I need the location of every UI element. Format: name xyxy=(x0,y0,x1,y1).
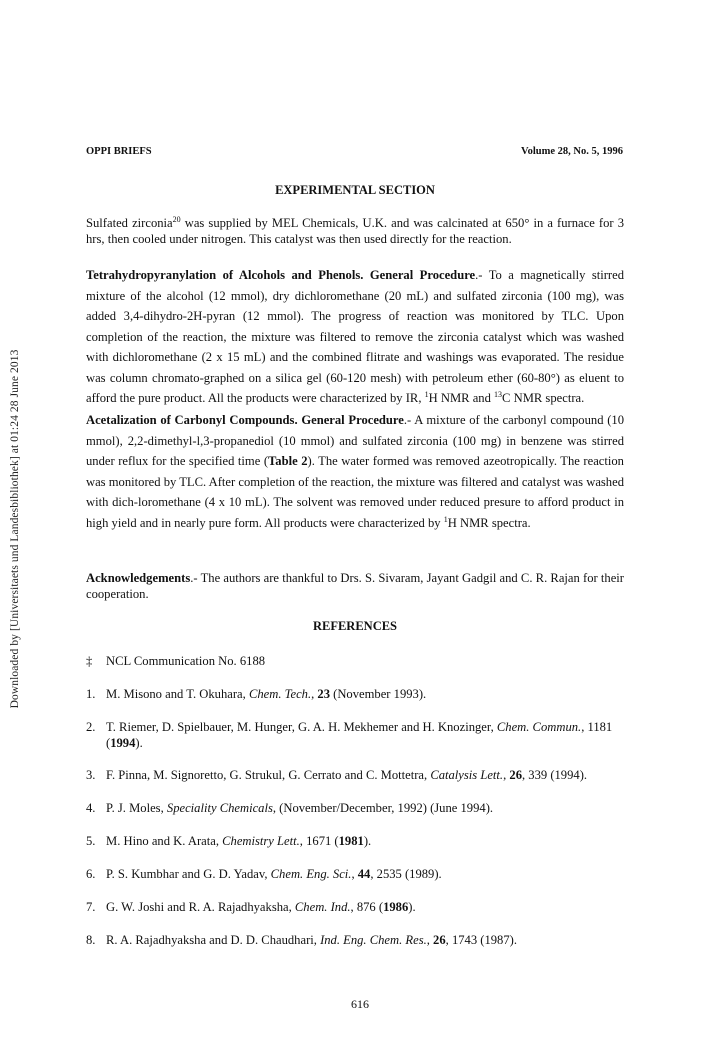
reference-item: 1. M. Misono and T. Okuhara, Chem. Tech., 23 (November 1993). xyxy=(86,687,427,701)
reference-item: 3. F. Pinna, M. Signoretto, G. Strukul, G. Cerrato and C. Mottetra, Catalysis Lett., 26, 339 (1994). xyxy=(86,768,588,782)
reference-number: 7. xyxy=(86,900,96,914)
reference-number: ‡ xyxy=(86,654,93,668)
reference-item: 7. G. W. Joshi and R. A. Rajadhyaksha, Chem. Ind., 876 (1986). xyxy=(86,900,416,914)
reference-item: 6. P. S. Kumbhar and G. D. Yadav, Chem. Eng. Sci., 44, 2535 (1989). xyxy=(86,867,442,881)
thp-procedure-heading: Tetrahydropyranylation of Alcohols and Phenols. General Procedure xyxy=(86,268,476,282)
thp-procedure-paragraph: Tetrahydropyranylation of Alcohols and Phenols. General Procedure.- To a magnetically stirred mixture of the alcohol (12 mmol), dry dichloromethane (20 mL) and sulfated zirconia (100 mg), was added 3,4-dihydro-2H-pyran (12 mmol). The progress of reaction was monitored by TLC. Upon completion of the reaction, the mixture was filtered to remove the zirconia catalyst which was washed with dichloromethane (2 x 15 mL) and the combined flitrate and washings was evaporated. The residue was column chromato-graphed on a silica gel (60-120 mesh) with petroleum ether (60-80°) as eluent to afford the pure product. All the products were characterized by IR, $^1$H NMR and $^{13}$C NMR spectra. xyxy=(86,268,624,405)
reference-number: 1. xyxy=(86,687,96,701)
references-title: REFERENCES xyxy=(312,619,398,633)
catalyst-intro-paragraph: Sulfated zirconia$^{20}$ was supplied by MEL Chemicals, U.K. and was calcinated at 650° in a furnace for 3 hrs, then cooled under nitrogen. This catalyst was then used directly for the reaction. xyxy=(86,214,624,246)
reference-number: 5. xyxy=(86,834,96,848)
reference-number: 6. xyxy=(86,867,96,881)
reference-item: 2. T. Riemer, D. Spielbauer, M. Hunger, G. A. H. Mekhemer and H. Knozinger, Chem. Commun., 1181 (1994). xyxy=(86,720,613,750)
reference-number: 4. xyxy=(86,801,96,815)
acknowledgements-paragraph: Acknowledgements.- The authors are thankful to Drs. S. Sivaram, Jayant Gadgil and C. R. Rajan for their cooperation. xyxy=(86,571,624,601)
reference-number: 2. xyxy=(86,720,96,734)
volume-header: Volume 28, No. 5, 1996 xyxy=(521,146,623,157)
acetalization-procedure-heading: Acetalization of Carbonyl Compounds. General Procedure xyxy=(86,413,404,427)
reference-item: 5. M. Hino and K. Arata, Chemistry Lett., 1671 (1981). xyxy=(86,834,372,848)
table-reference: Table 2 xyxy=(268,454,308,468)
reference-item: ‡ NCL Communication No. 6188 xyxy=(86,654,266,668)
acetalization-procedure-paragraph: Acetalization of Carbonyl Compounds. General Procedure.- A mixture of the carbonyl compound (10 mmol), 2,2-dimethyl-l,3-propanediol (10 mmol) and sulfated zirconia (100 mg) in benzene was stirred under reflux for the specified time (Table 2). The water formed was removed azeotropically. The reaction was monitored by TLC. After completion of the reaction, the mixture was filtered and catalyst was washed with dich-loromethane (4 x 10 mL). The solvent was removed under reduced presure to afford product in high yield and in nearly pure form. All products were characterized by $^1$H NMR spectra. xyxy=(86,413,624,530)
acknowledgements-heading: Acknowledgements xyxy=(86,571,191,585)
download-watermark xyxy=(0,322,30,737)
experimental-section-title: EXPERIMENTAL SECTION xyxy=(275,183,435,197)
page-number: 616 xyxy=(351,997,369,1011)
download-watermark-text: Downloaded by [Universitaets und Landesbibliothek] at 01:24 28 June 2013 xyxy=(9,349,21,709)
reference-number: 8. xyxy=(86,933,96,947)
journal-section-header: OPPI BRIEFS xyxy=(86,146,152,157)
reference-item: 8. R. A. Rajadhyaksha and D. D. Chaudhari, Ind. Eng. Chem. Res., 26, 1743 (1987). xyxy=(86,933,517,947)
reference-item: 4. P. J. Moles, Speciality Chemicals, (November/December, 1992) (June 1994). xyxy=(86,801,494,815)
reference-number: 3. xyxy=(86,768,96,782)
